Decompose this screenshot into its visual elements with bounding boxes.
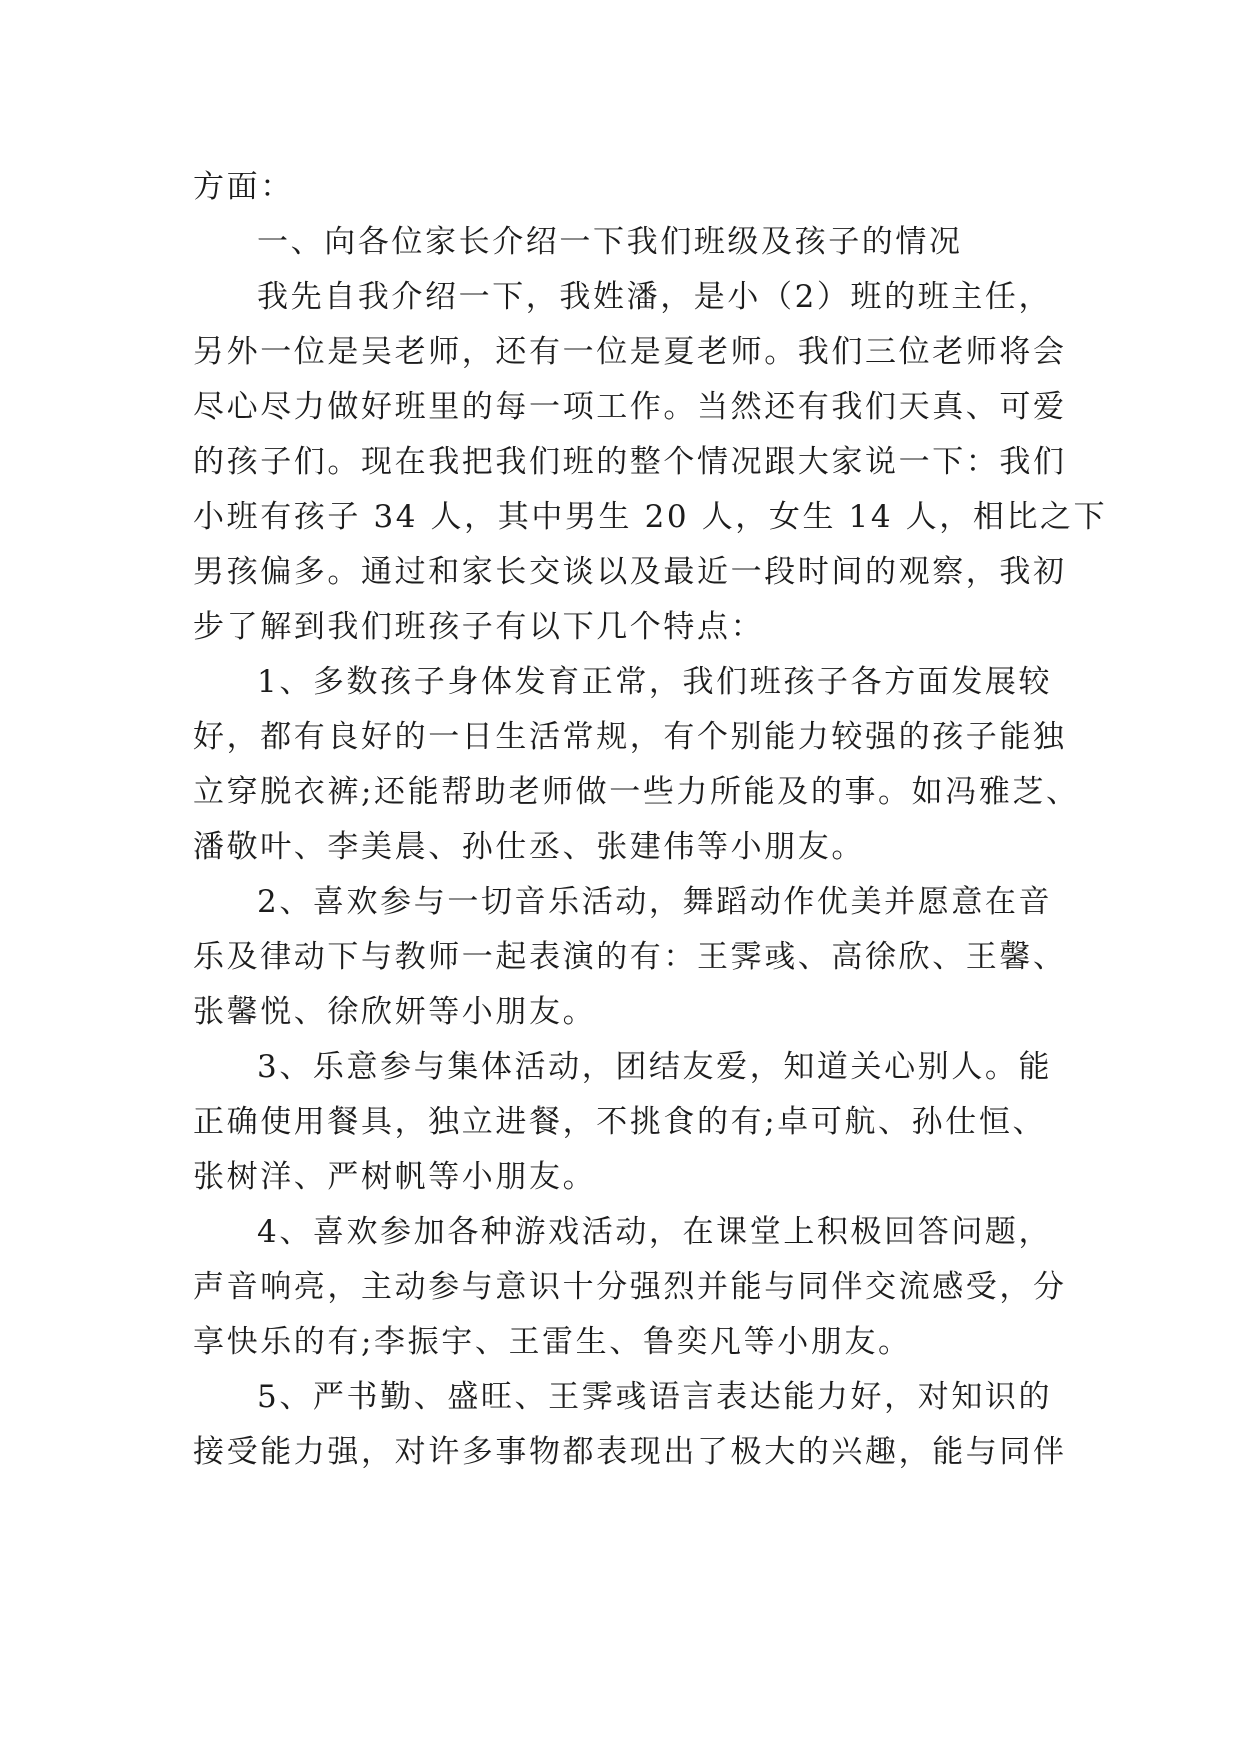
text-line: 尽心尽力做好班里的每一项工作。当然还有我们天真、可爱 [193, 389, 1067, 425]
text-line: 男孩偏多。通过和家长交谈以及最近一段时间的观察，我初 [193, 554, 1067, 590]
text-line: 方面： [193, 169, 294, 205]
text-line: 潘敬叶、李美晨、孙仕丞、张建伟等小朋友。 [193, 829, 865, 865]
text-line: 我先自我介绍一下，我姓潘，是小（2）班的班主任， [257, 279, 1053, 315]
text-line: 声音响亮，主动参与意识十分强烈并能与同伴交流感受，分 [193, 1269, 1067, 1305]
text-line: 步了解到我们班孩子有以下几个特点： [193, 609, 765, 645]
text-line: 好，都有良好的一日生活常规，有个别能力较强的孩子能独 [193, 719, 1067, 755]
section-heading: 一、向各位家长介绍一下我们班级及孩子的情况 [257, 224, 963, 260]
text-line: 小班有孩子 34 人，其中男生 20 人，女生 14 人，相比之下 [193, 499, 1108, 535]
text-line: 接受能力强，对许多事物都表现出了极大的兴趣，能与同伴 [193, 1434, 1067, 1470]
text-line: 正确使用餐具，独立进餐，不挑食的有;卓可航、孙仕恒、 [193, 1104, 1047, 1140]
text-line: 张馨悦、徐欣妍等小朋友。 [193, 994, 597, 1030]
list-item-3: 3、乐意参与集体活动，团结友爱，知道关心别人。能 [257, 1049, 1053, 1085]
body-text [193, 160, 1108, 1480]
text-line: 另外一位是吴老师，还有一位是夏老师。我们三位老师将会 [193, 334, 1067, 370]
text-line: 立穿脱衣裤;还能帮助老师做一些力所能及的事。如冯雅芝、 [193, 774, 1080, 810]
list-item-5: 5、严书勤、盛旺、王霁彧语言表达能力好，对知识的 [257, 1379, 1053, 1415]
list-item-2: 2、喜欢参与一切音乐活动，舞蹈动作优美并愿意在音 [257, 884, 1053, 920]
text-line: 乐及律动下与教师一起表演的有：王霁彧、高徐欣、王馨、 [193, 939, 1067, 975]
list-item-1: 1、多数孩子身体发育正常，我们班孩子各方面发展较 [257, 664, 1053, 700]
text-line: 的孩子们。现在我把我们班的整个情况跟大家说一下：我们 [193, 444, 1067, 480]
text-line: 张树洋、严树帆等小朋友。 [193, 1159, 597, 1195]
text-line: 享快乐的有;李振宇、王雷生、鲁奕凡等小朋友。 [193, 1324, 912, 1360]
list-item-4: 4、喜欢参加各种游戏活动，在课堂上积极回答问题， [257, 1214, 1053, 1250]
